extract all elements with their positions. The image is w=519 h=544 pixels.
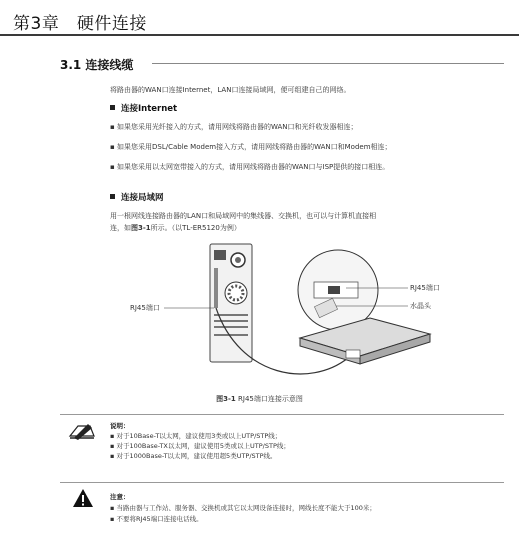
magnify-circle xyxy=(298,250,378,330)
note-title: 说明： xyxy=(110,422,130,430)
pencil-note-icon xyxy=(68,420,96,440)
chapter-title: 第3章 硬件连接 xyxy=(13,14,147,34)
lan-heading xyxy=(110,191,164,203)
note-top-rule xyxy=(60,414,504,415)
list-item: ▪ 如果您采用DSL/Cable Modem接入方式，请用网线将路由器的WAN口和Modem相连； xyxy=(110,143,392,151)
warning-triangle-icon xyxy=(72,488,94,508)
list-item: ▪ 对于100Base-TX以太网，建议使用5类或以上UTP/STP线； xyxy=(110,442,290,450)
warning-title: 注意： xyxy=(110,493,130,501)
section-rule xyxy=(152,63,504,64)
list-item: ▪ 当路由器与工作站、服务器、交换机或其它以太网设备连接时，网线长度不能大于100米； xyxy=(110,504,376,512)
intro-text: 将路由器的WAN口连接Internet，LAN口连接局域网，便可组建自己的网络。 xyxy=(110,86,351,94)
list-item: ▪ 如果您采用以太网宽带接入的方式，请用网线将路由器的WAN口与ISP提供的接口相连。 xyxy=(110,163,390,171)
list-item: ▪ 对于10Base-T以太网，建议使用3类或以上UTP/STP线； xyxy=(110,432,282,440)
pc-tower-icon xyxy=(210,244,252,362)
label-rj45-plug: 水晶头 xyxy=(410,302,431,310)
lan-heading-label: 连接局域网 xyxy=(121,193,164,203)
chapter-rule xyxy=(0,34,519,36)
list-item: ▪ 如果您采用光纤接入的方式，请用网线将路由器的WAN口和光纤收发器相连； xyxy=(110,123,358,131)
rj45-connection-figure xyxy=(110,238,450,388)
section-title: 3.1 连接线缆 xyxy=(60,58,134,72)
internet-heading-label: 连接Internet xyxy=(121,104,178,114)
heading-square-icon xyxy=(110,194,115,199)
label-rj45-left: RJ45端口 xyxy=(130,304,160,312)
lan-text-line2: 连，如图3-1所示。（以TL-ER5120为例） xyxy=(110,224,241,232)
label-rj45-right: RJ45端口 xyxy=(410,284,440,292)
lan-text-line1: 用一根网线连接路由器的LAN口和局域网中的集线器、交换机，也可以与计算机直接相 xyxy=(110,212,377,220)
list-item: ▪ 对于1000Base-T以太网，建议使用超5类UTP/STP线。 xyxy=(110,452,277,460)
internet-heading xyxy=(110,102,177,114)
list-item: ▪ 不要将RJ45端口连接电话线。 xyxy=(110,515,203,523)
warning-top-rule xyxy=(60,482,504,483)
heading-square-icon xyxy=(110,105,115,110)
figure-caption: 图3-1 RJ45端口连接示意图 xyxy=(216,395,303,403)
